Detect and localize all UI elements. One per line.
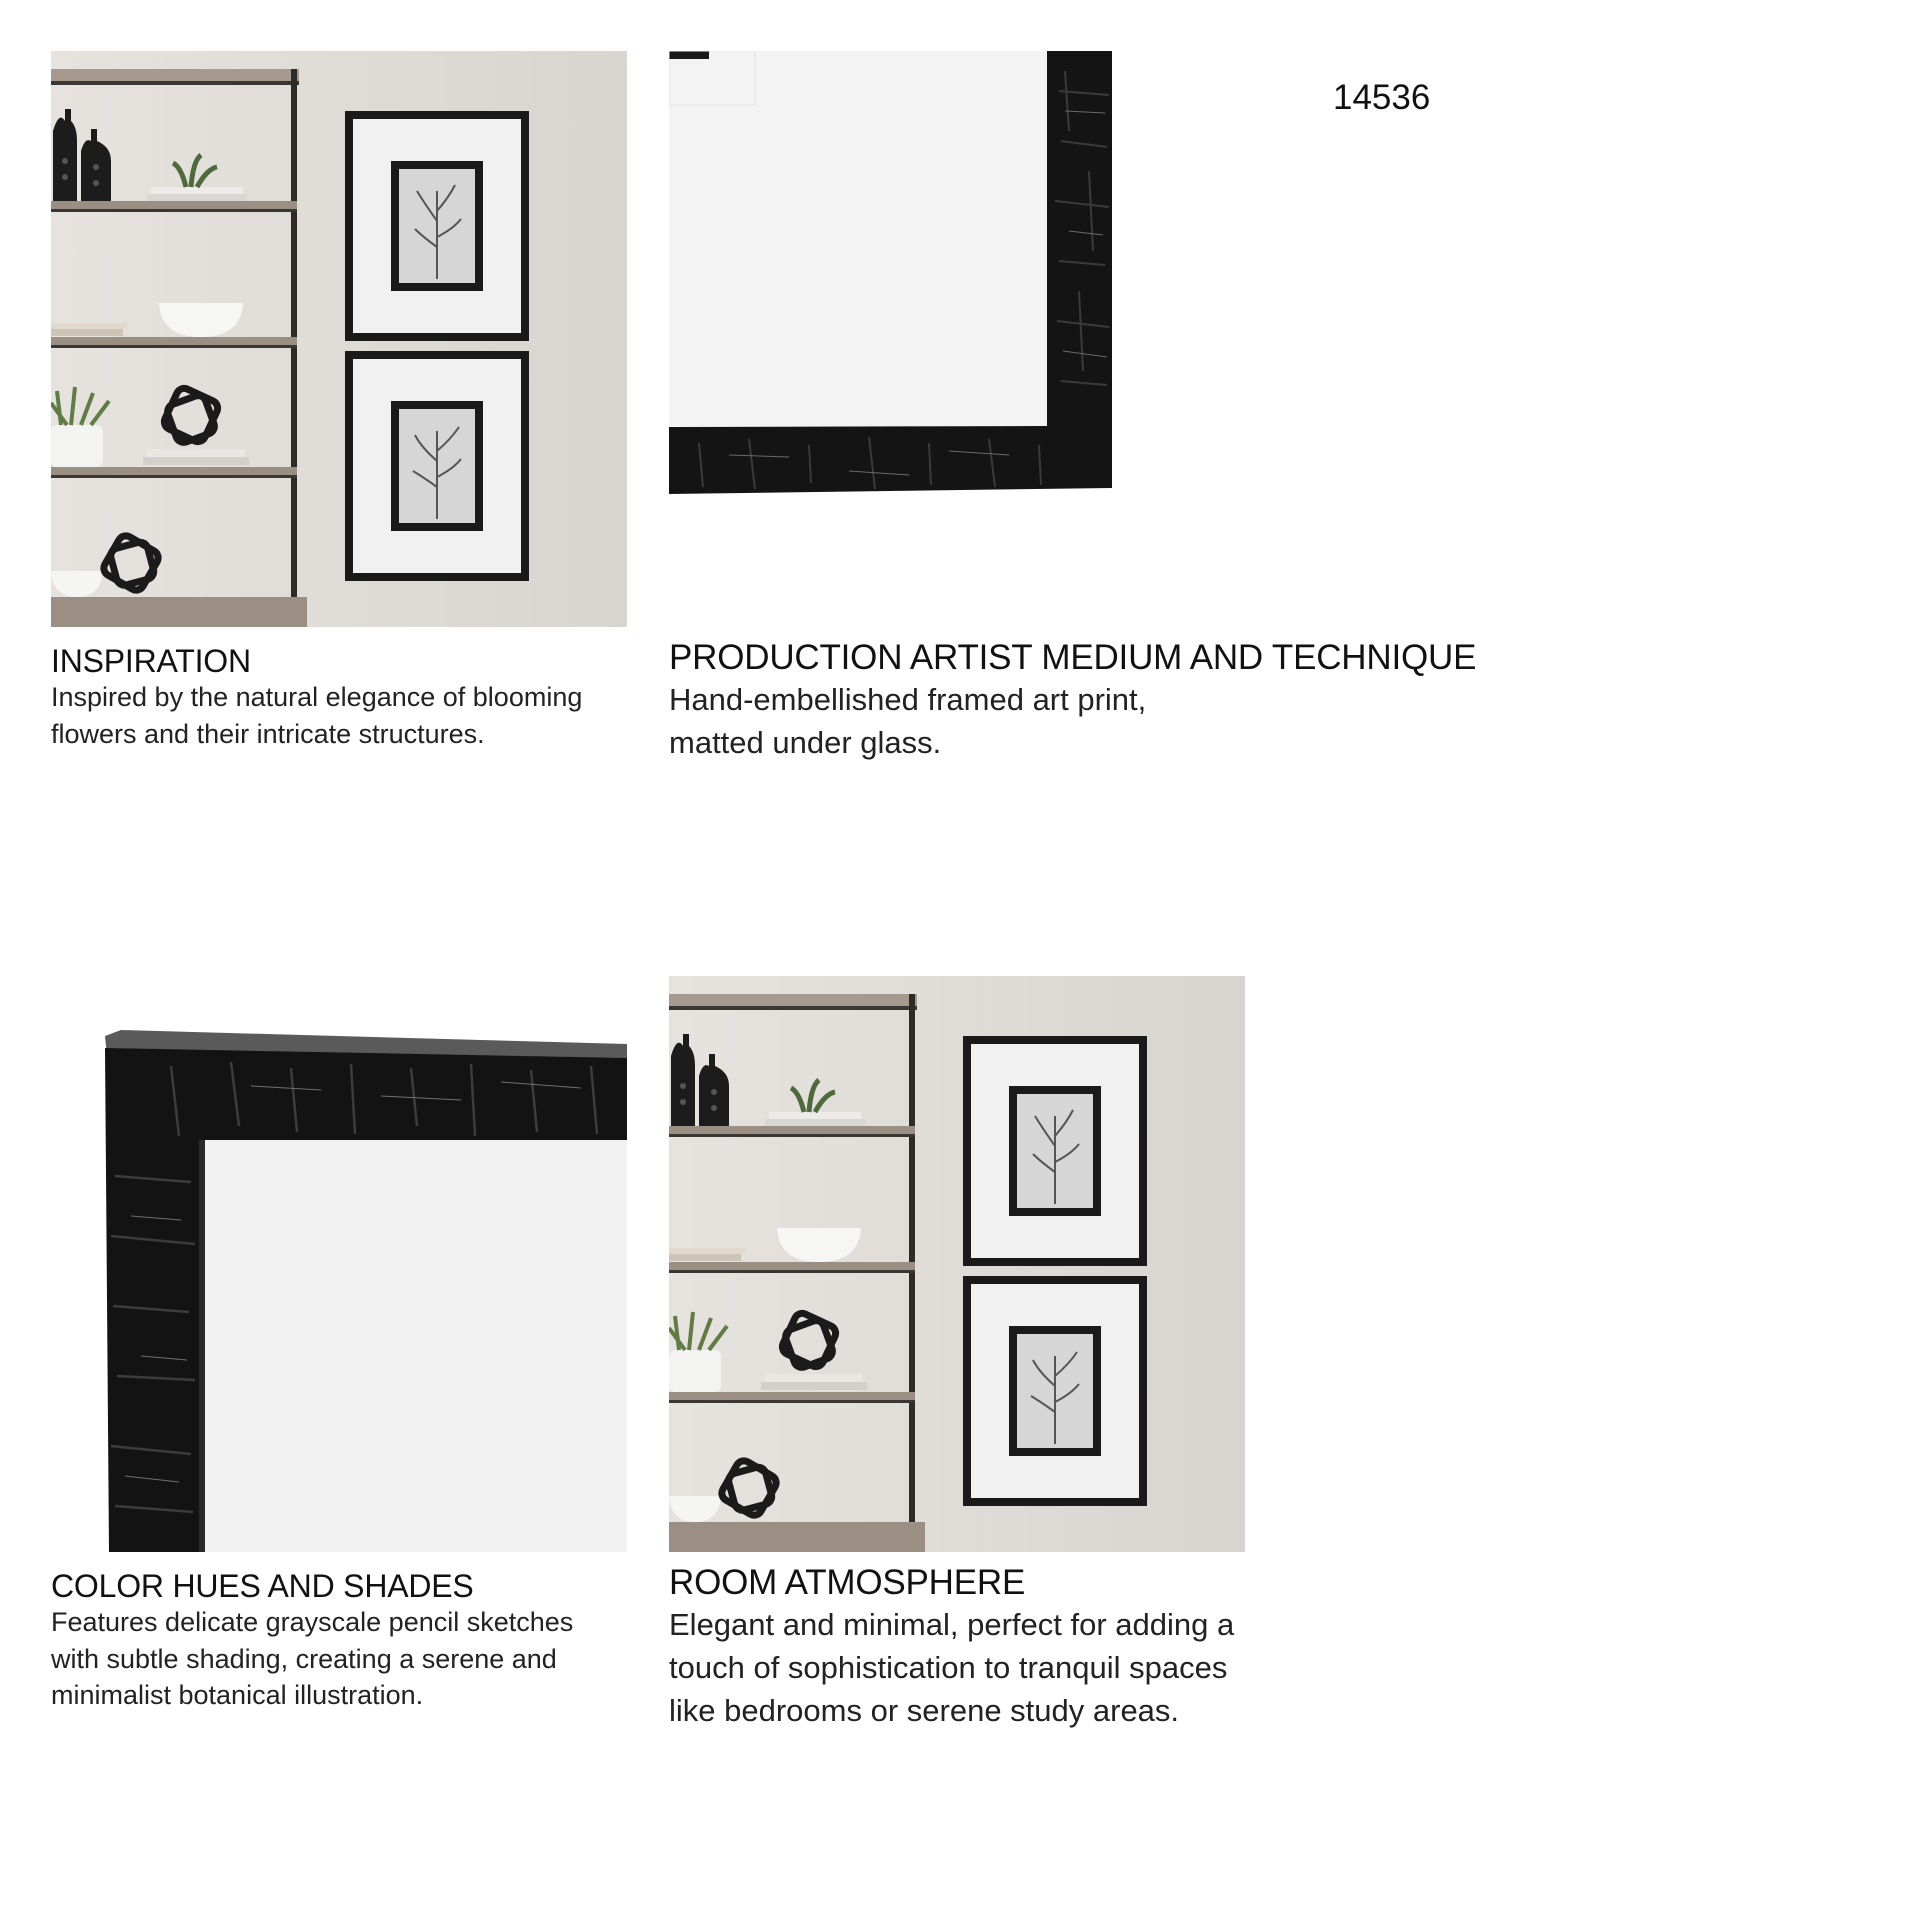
atmosphere-title: ROOM ATMOSPHERE <box>669 1563 1026 1602</box>
atmosphere-text: Elegant and minimal, perfect for adding a touch of sophistication to tranquil spaces like bedrooms or serene study areas. <box>669 1607 1235 1728</box>
room-scene-image-1 <box>51 51 627 627</box>
color-title: COLOR HUES AND SHADES <box>51 1568 474 1604</box>
production-text: Hand-embellished framed art print, matted under glass. <box>669 682 1147 760</box>
inspiration-title: INSPIRATION <box>51 643 251 679</box>
product-sku: 14536 <box>1333 78 1431 117</box>
frame-corner-image-top-left <box>51 976 627 1552</box>
color-text: Features delicate grayscale pencil sketches with subtle shading, creating a serene and minimalist botanical illustration. <box>51 1607 574 1711</box>
frame-corner-image-bottom-right <box>669 51 1112 494</box>
production-title: PRODUCTION ARTIST MEDIUM AND TECHNIQUE <box>669 638 1477 677</box>
inspiration-text: Inspired by the natural elegance of blooming flowers and their intricate structures. <box>51 682 583 749</box>
room-scene-image-2 <box>669 976 1245 1552</box>
